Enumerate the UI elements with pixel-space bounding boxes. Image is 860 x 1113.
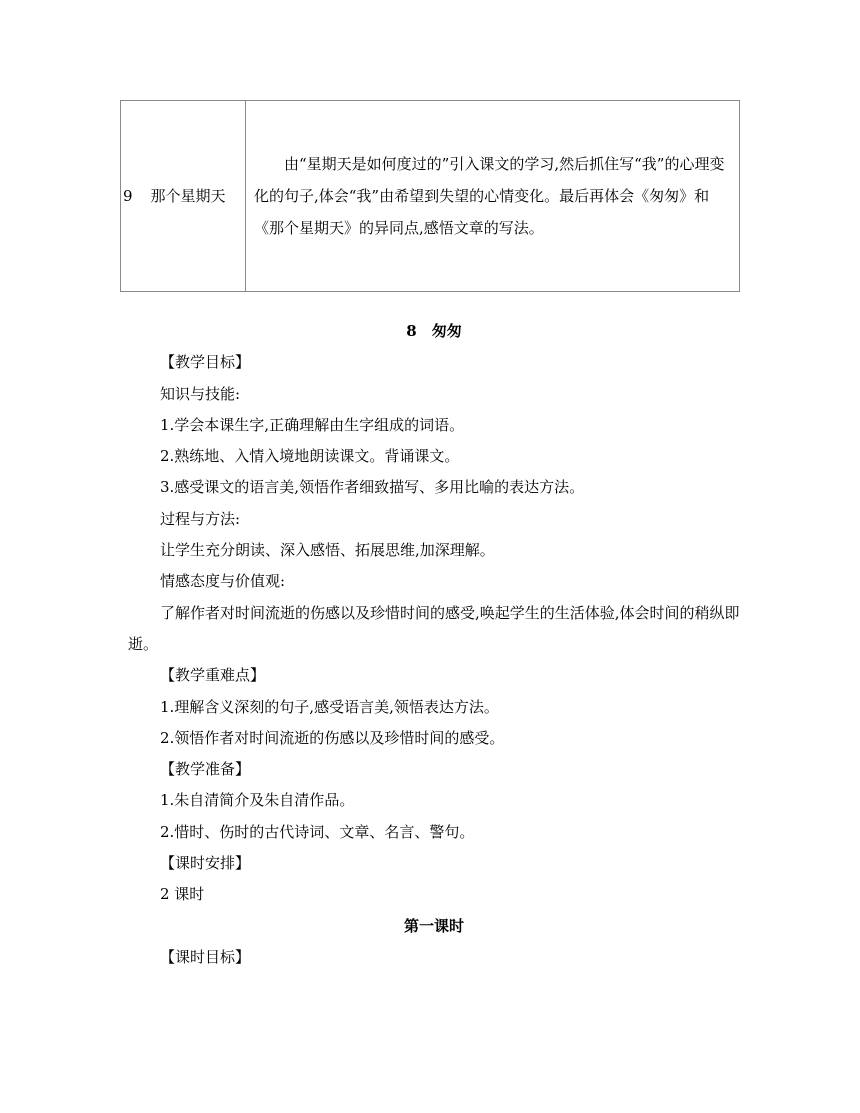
lesson-overview-table bbox=[120, 100, 740, 292]
knowledge-item: 3.感受课文的语言美,领悟作者细致描写、多用比喻的表达方法。 bbox=[160, 478, 585, 497]
schedule-heading: 【课时安排】 bbox=[160, 854, 251, 873]
lesson-title-cell bbox=[121, 101, 246, 292]
prep-item: 2.惜时、伤时的古代诗词、文章、名言、警句。 bbox=[160, 822, 475, 841]
emotion-heading: 情感态度与价值观: bbox=[160, 572, 286, 591]
key-point-item: 2.领悟作者对时间流逝的伤感以及珍惜时间的感受。 bbox=[160, 728, 505, 747]
table-row bbox=[121, 101, 740, 292]
process-text: 让学生充分朗读、深入感悟、拓展思维,加深理解。 bbox=[160, 541, 495, 560]
process-heading: 过程与方法: bbox=[160, 509, 241, 528]
lesson-plan-body bbox=[128, 316, 740, 973]
schedule-text: 2 课时 bbox=[160, 885, 205, 904]
lesson-number: 9 bbox=[123, 187, 133, 205]
emotion-text: 了解作者对时间流逝的伤感以及珍惜时间的感受,唤起学生的生活体验,体会时间的稍纵即逝。 bbox=[128, 603, 740, 653]
knowledge-item: 1.学会本课生字,正确理解由生字组成的词语。 bbox=[160, 415, 465, 434]
goals-heading: 【教学目标】 bbox=[160, 353, 251, 372]
first-period-title: 第一课时 bbox=[403, 916, 464, 935]
prep-heading: 【教学准备】 bbox=[160, 760, 251, 779]
lesson-description-cell bbox=[246, 101, 740, 292]
key-points-heading: 【教学重难点】 bbox=[160, 666, 266, 685]
lesson-title: 8 匆匆 bbox=[406, 322, 462, 340]
key-point-item: 1.理解含义深刻的句子,感受语言美,领悟表达方法。 bbox=[160, 697, 499, 716]
lesson-name: 那个星期天 bbox=[150, 187, 226, 205]
lesson-description: 由“星期天是如何度过的”引入课文的学习,然后抓住写“我”的心理变化的句子,体会“我”由希望到失望的心情变化。最后再体会《匆匆》和《那个星期天》的异同点,感悟文章的写法。 bbox=[254, 155, 725, 237]
period-goals-heading: 【课时目标】 bbox=[160, 947, 251, 966]
prep-item: 1.朱自清简介及朱自清作品。 bbox=[160, 791, 355, 810]
knowledge-item: 2.熟练地、入情入境地朗读课文。背诵课文。 bbox=[160, 447, 460, 466]
knowledge-heading: 知识与技能: bbox=[160, 384, 241, 403]
